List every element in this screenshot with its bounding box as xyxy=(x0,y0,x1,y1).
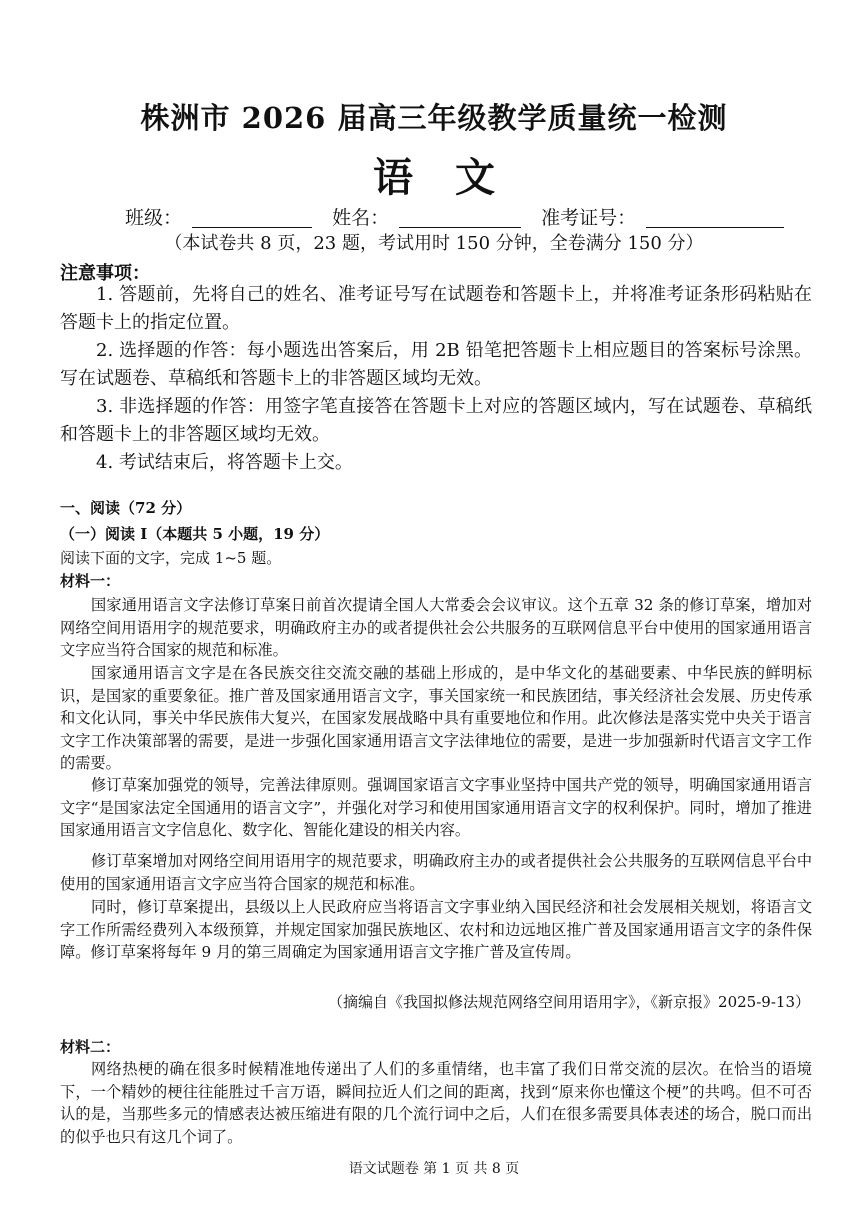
notice-item: 3. 非选择题的作答：用签字笔直接答在答题卡上对应的答题区域内，写在试题卷、草稿纸和答题卡上的非答题区域均无效。 xyxy=(60,396,812,445)
subsection-title: （一）阅读 I（本题共 5 小题，19 分） xyxy=(60,525,330,543)
name-label: 姓名： xyxy=(332,207,390,229)
subject-title: 语文 xyxy=(373,154,537,201)
material-paragraph: 同时，修订草案提出，县级以上人民政府应当将语言文字事业纳入国民经济和社会发展相关规划，将语言文字工作所需经费列入本级预算，并规定国家加强民族地区、农村和边远地区推广普及国家通用语言文字的条件保障。修订草案将每年 9 月的第三周确定为国家通用语言文字推广普及宣传周。 xyxy=(60,898,812,961)
class-label: 班级： xyxy=(125,207,183,229)
notice-item: 1. 答题前，先将自己的姓名、准考证号写在试题卷和答题卡上，并将准考证条形码粘贴在答题卡上的指定位置。 xyxy=(60,284,812,333)
page-footer: 语文试题卷 第 1 页 共 8 页 xyxy=(348,1161,520,1177)
material-paragraph: 国家通用语言文字法修订草案日前首次提请全国人大常委会会议审议。这个五章 32 条的修订草案，增加对网络空间用语用字的规范要求，明确政府主办的或者提供社会公共服务的互联网信息平台中使用的国家通用语言文字应当符合国家的规范和标准。 xyxy=(60,596,812,659)
material-paragraph: 网络热梗的确在很多时候精准地传递出了人们的多重情绪，也丰富了我们日常交流的层次。在恰当的语境下，一个精妙的梗往往能胜过千言万语，瞬间拉近人们之间的距离，找到“原来你也懂这个梗”的共鸣。但不可否认的是，当那些多元的情感表达被压缩进有限的几个流行词中之后，人们在很多需要具体表述的场合，脱口而出的似乎也只有这几个词了。 xyxy=(60,1060,812,1146)
exam-meta: （本试卷共 8 页，23 题，考试用时 150 分钟，全卷满分 150 分） xyxy=(164,233,704,254)
notice-heading: 注意事项： xyxy=(60,263,150,284)
student-info-row xyxy=(125,203,798,230)
notice-item: 4. 考试结束后，将答题卡上交。 xyxy=(96,452,353,473)
material-source-citation: （摘编自《我国拟修法规范网络空间用语用字》，《新京报》2025-9-13） xyxy=(328,993,810,1011)
name-blank xyxy=(399,208,521,228)
notice-item: 2. 选择题的作答：每小题选出答案后，用 2B 铅笔把答题卡上相应题目的答案标号涂黑。写在试题卷、草稿纸和答题卡上的非答题区域均无效。 xyxy=(60,340,812,389)
material-paragraph: 国家通用语言文字是在各民族交往交流交融的基础上形成的，是中华文化的基础要素、中华民族的鲜明标识，是国家的重要象征。推广普及国家通用语言文字，事关国家统一和民族团结，事关经济社会发展、历史传承和文化认同，事关中华民族伟大复兴，在国家发展战略中具有重要地位和作用。此次修法是落实党中央关于语言文字工作决策部署的需要，是进一步强化国家通用语言文字法律地位的需要，是进一步加强新时代语言文字工作的需要。 xyxy=(60,664,812,772)
material-paragraph: 修订草案增加对网络空间用语用字的规范要求，明确政府主办的或者提供社会公共服务的互联网信息平台中使用的国家通用语言文字应当符合国家的规范和标准。 xyxy=(60,852,812,893)
material-two-label: 材料二： xyxy=(60,1038,121,1056)
exam-id-blank xyxy=(646,208,784,228)
part-title: 一、阅读（72 分） xyxy=(60,499,192,517)
exam-title: 株洲市 2026 届高三年级教学质量统一检测 xyxy=(140,101,728,135)
reading-instruction: 阅读下面的文字，完成 1~5 题。 xyxy=(60,549,282,567)
exam-id-label: 准考证号： xyxy=(541,207,637,229)
class-blank xyxy=(192,208,312,228)
material-one-label: 材料一： xyxy=(60,572,121,590)
material-paragraph: 修订草案加强党的领导，完善法律原则。强调国家语言文字事业坚持中国共产党的领导，明确国家通用语言文字“是国家法定全国通用的语言文字”，并强化对学习和使用国家通用语言文字的权利保护。同时，增加了推进国家通用语言文字信息化、数字化、智能化建设的相关内容。 xyxy=(60,776,812,839)
